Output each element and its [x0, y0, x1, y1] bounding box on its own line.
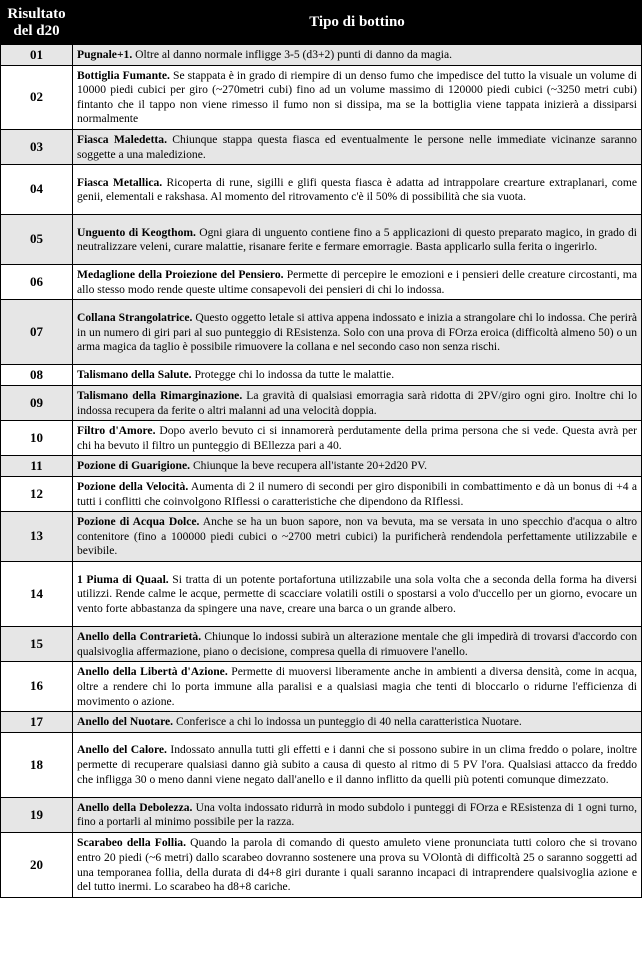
table-row [1, 365, 642, 386]
item-name: Bottiglia Fumante. [77, 68, 170, 82]
item-description: Anche se ha un buon sapore, non va bevuta, ma se versata in uno specchio d'acqua o altro contenitore (fino a 100000 piedi cubici o ~2700 metri cubici) la purificherà rendendola perfettamente utilizzabile e bevibile. [77, 515, 638, 558]
item-name: Anello del Calore. [77, 743, 167, 757]
table-header-row [1, 1, 642, 45]
roll-result-cell: 01 [1, 45, 73, 66]
roll-result-cell: 06 [1, 265, 73, 300]
roll-result-cell: 08 [1, 365, 73, 386]
table-row [1, 627, 642, 662]
item-description: Permette di percepire le emozioni e i pensieri delle creature circostanti, ma allo stesso modo rende queste ultime consapevoli dei pensieri di chi lo indossa. [77, 268, 637, 296]
table-row [1, 129, 642, 164]
item-name: Medaglione della Proiezione del Pensiero. [77, 268, 284, 282]
item-description: Una volta indossato ridurrà in modo subdolo i punteggi di FOrza e REsistenza di 1 ogni turno, fino a portarli al minimo possibile per la razza. [77, 800, 637, 829]
loot-description-cell [73, 265, 642, 300]
loot-description-cell [73, 65, 642, 129]
roll-result-cell: 04 [1, 165, 73, 215]
roll-result-cell: 02 [1, 65, 73, 129]
loot-description-cell [73, 215, 642, 265]
item-description: Oltre al danno normale infligge 3-5 (d3+2) punti di danno da magia. [132, 48, 453, 61]
table-row [1, 662, 642, 712]
item-description: Se stappata è in grado di riempire di un denso fumo che impedisce del tutto la visuale un volume di 10000 piedi cubici per giro (~270metri cubi) fino ad un volume massimo di 120000 piedi cubici (~3250 metri cubi) fintanto che il tappo non viene rimesso il fumo non si dissipa, ma se la bottiglia viene tappata inizierà a dissiparsi normalmente [77, 68, 637, 126]
table-row [1, 562, 642, 627]
item-description: Ogni giara di unguento contiene fino a 5 applicazioni di questo preparato magico, in grado di neutralizzare veleni, curare malattie, risanare ferite e fermare emorragie. Basta applicarlo sulla ferita o ingerirlo. [77, 225, 637, 254]
roll-result-cell: 07 [1, 300, 73, 365]
item-description: La gravità di qualsiasi emorragia sarà ridotta di 2PV/giro ogni giro. Inoltre chi lo indossa recupera da ferite o altri malanni ad una velocità doppia. [77, 388, 637, 417]
item-name: Pozione di Guarigione. [77, 459, 191, 473]
loot-description-cell [73, 476, 642, 511]
roll-result-cell: 13 [1, 512, 73, 562]
loot-description-cell [73, 300, 642, 365]
table-row [1, 215, 642, 265]
header-d20-result: Risultato del d20 [1, 1, 73, 45]
table-row [1, 476, 642, 511]
loot-description-cell [73, 385, 642, 420]
item-description: Protegge chi lo indossa da tutte le malattie. [191, 368, 395, 382]
item-name: Unguento di Keogthom. [77, 225, 196, 239]
loot-description-cell [73, 662, 642, 712]
table-row [1, 165, 642, 215]
item-name: Anello della Contrarietà. [77, 630, 202, 644]
table-row [1, 421, 642, 456]
item-name: Talismano della Rimarginazione. [77, 388, 243, 402]
item-name: Collana Strangolatrice. [77, 310, 193, 324]
table-row [1, 833, 642, 898]
table-row [1, 512, 642, 562]
item-description: Chiunque stappa questa fiasca ed eventualmente le persone nelle immediate vicinanze saranno soggette a una maledizione. [77, 132, 637, 161]
item-name: Anello della Debolezza. [77, 800, 193, 814]
item-description: Indossato annulla tutti gli effetti e i danni che si possono subire in un clima freddo o polare, inoltre permette di recuperare qualsiasi danno già subito a causa di questo al ritmo di 5 PV l'ora. Qualsiasi attacco da freddo che infligga 30 o meno danni viene negato dall'anello e il danno inflitto da quelli più potenti comunque dimezzato. [77, 743, 637, 786]
loot-description-cell [73, 129, 642, 164]
roll-result-cell: 12 [1, 476, 73, 511]
loot-description-cell [73, 732, 642, 797]
loot-description-cell [73, 365, 642, 386]
item-description: Questo oggetto letale si attiva appena indossato e inizia a strangolare chi lo indossa. Che perirà in un numero di giri pari al suo punteggio di REsistenza. Solo con una prova di FOrza eroica (difficoltà almeno 50) o un arma magica da taglio è possibile rimuovere la collana e nel secondo caso non senza rischi. [77, 310, 638, 354]
item-description: Conferisce a chi lo indossa un punteggio di 40 nella caratteristica Nuotare. [173, 715, 522, 729]
loot-description-cell [73, 165, 642, 215]
loot-description-cell [73, 627, 642, 662]
roll-result-cell: 11 [1, 456, 73, 477]
item-name: Pugnale+1. [77, 48, 133, 61]
roll-result-cell: 05 [1, 215, 73, 265]
roll-result-cell: 14 [1, 562, 73, 627]
item-description: Chiunque la beve recupera all'istante 20+2d20 PV. [190, 459, 428, 473]
table-row [1, 456, 642, 477]
item-description: Dopo averlo bevuto ci si innamorerà perdutamente della prima persona che si vede. Questa avrà per chi ha bevuto il filtro un punteggio di BEllezza pari a 40. [77, 424, 637, 452]
item-name: Anello della Libertà d'Azione. [77, 665, 228, 679]
table-row [1, 300, 642, 365]
table-row [1, 65, 642, 129]
item-name: Scarabeo della Follia. [77, 836, 186, 850]
table-row [1, 45, 642, 66]
item-description: Si tratta di un potente portafortuna utilizzabile una sola volta che a seconda della forma ha diversi utilizzi. Rende calme le acque, permette di scacciare volatili ostili o spostarsi a volo d'uccello per un giorno, evocare un vento forte abbastanza da spingere una nave, creare una barca o un grande albero. [77, 572, 637, 615]
item-name: Pozione della Velocità. [77, 479, 189, 493]
item-name: 1 Piuma di Quaal. [77, 572, 169, 586]
table-row [1, 265, 642, 300]
item-description: Ricoperta di rune, sigilli e glifi questa fiasca è adatta ad intrappolare crearture extraplanari, come genii, elementali e rakshasa. Al momento del ritrovamento c'è il 50% di possibilità che sia vuota. [77, 175, 637, 204]
loot-description-cell [73, 797, 642, 832]
loot-description-cell [73, 45, 642, 66]
roll-result-cell: 17 [1, 712, 73, 733]
header-loot-type: Tipo di bottino [73, 1, 642, 45]
table-row [1, 712, 642, 733]
item-name: Fiasca Metallica. [77, 175, 163, 189]
roll-result-cell: 09 [1, 385, 73, 420]
item-name: Talismano della Salute. [77, 368, 192, 382]
item-description: Quando la parola di comando di questo amuleto viene pronunciata tutti coloro che si trovano entro 20 piedi (~6 metri) dallo scarabeo dovranno sostenere una prova su VOlontà di difficoltà 25 o saranno soggetti ad una temporanea follia, della durata di d4+8 giri durante i quali saranno incapaci di intraprendere qualsivoglia azione e del tutto inermi. Lo scarabeo ha d8+8 cariche. [77, 836, 637, 894]
item-description: Chiunque lo indossi subirà un alterazione mentale che gli impedirà di trovarsi d'accordo con qualsivoglia affermazione, piano o decisione, compresa quella di rimuovere l'anello. [77, 630, 637, 658]
roll-result-cell: 19 [1, 797, 73, 832]
loot-description-cell [73, 421, 642, 456]
roll-result-cell: 15 [1, 627, 73, 662]
table-row [1, 797, 642, 832]
roll-result-cell: 18 [1, 732, 73, 797]
item-description: Aumenta di 2 il numero di secondi per giro disponibili in combattimento e dà un bonus di +4 a tutti i conflitti che coinvolgono RIflessi o caratteristiche che dipendono da RIflessi. [77, 479, 638, 508]
roll-result-cell: 10 [1, 421, 73, 456]
table-row [1, 385, 642, 420]
roll-result-cell: 03 [1, 129, 73, 164]
table-row [1, 732, 642, 797]
roll-result-cell: 20 [1, 833, 73, 898]
item-name: Fiasca Maledetta. [77, 132, 167, 146]
loot-description-cell [73, 712, 642, 733]
item-name: Filtro d'Amore. [77, 424, 156, 438]
loot-description-cell [73, 512, 642, 562]
item-name: Anello del Nuotare. [77, 715, 174, 729]
loot-description-cell [73, 562, 642, 627]
roll-result-cell: 16 [1, 662, 73, 712]
item-description: Permette di muoversi liberamente anche in ambienti a diversa densità, come in acqua, oltre a rendere chi lo porta immune alla paralisi e a qualsiasi magia che tenti di bloccarlo o ridurne l'efficienza di movimento o azione. [77, 665, 637, 708]
loot-description-cell [73, 833, 642, 898]
item-name: Pozione di Acqua Dolce. [77, 515, 200, 529]
loot-description-cell [73, 456, 642, 477]
